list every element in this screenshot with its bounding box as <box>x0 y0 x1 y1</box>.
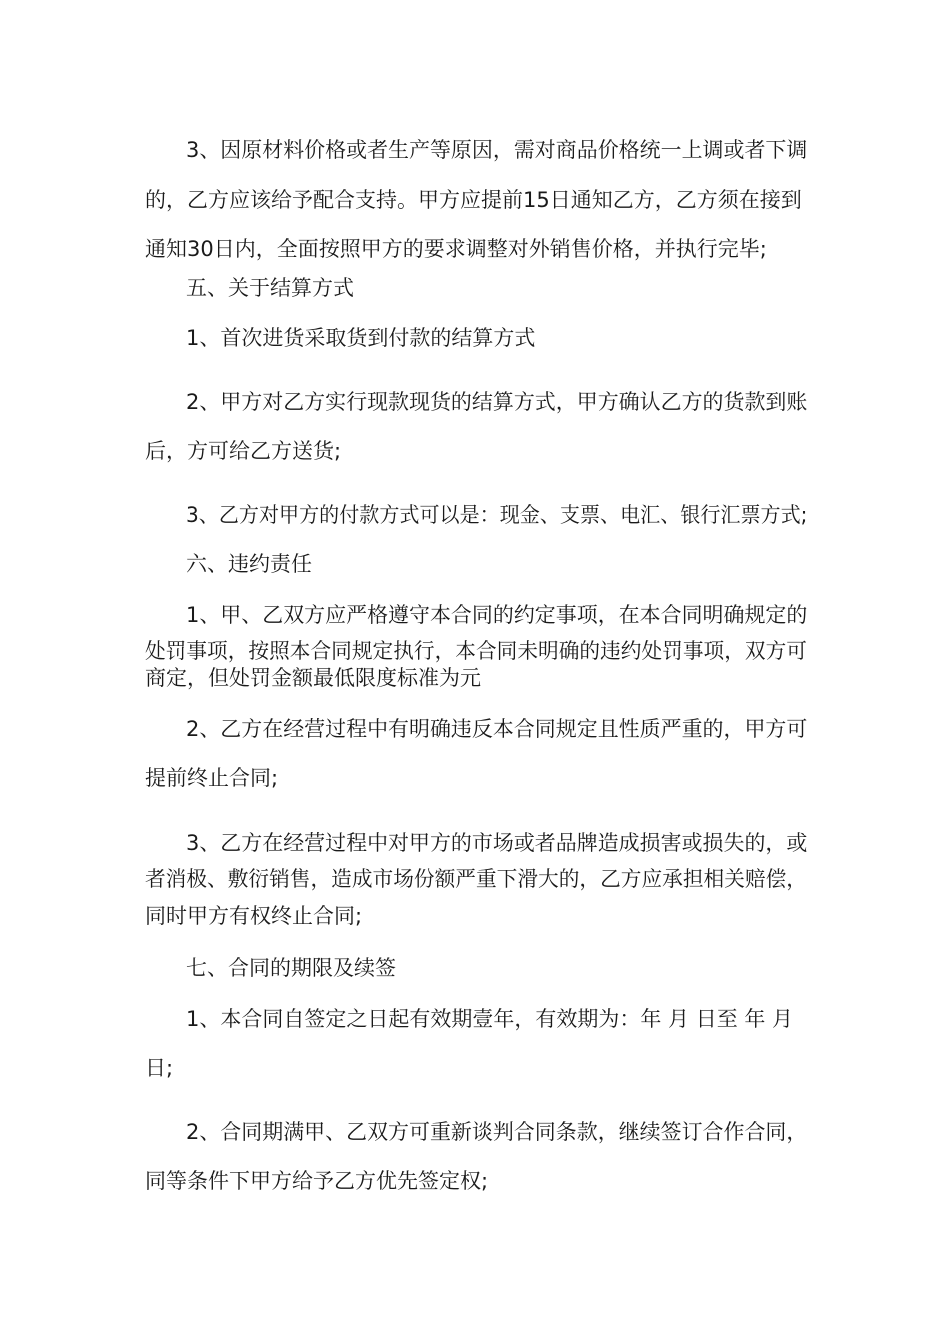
clause-7-2-line-1: 2、合同期满甲、乙双方可重新谈判合同条款，继续签订合作合同， <box>186 1120 808 1144</box>
clause-5-1: 1、首次进货采取货到付款的结算方式 <box>186 326 536 350</box>
clause-6-3-line-2: 者消极、敷衍销售，造成市场份额严重下滑大的，乙方应承担相关赔偿， <box>145 867 807 891</box>
section-heading-7: 七、合同的期限及续签 <box>186 956 396 980</box>
clause-7-2-line-2: 同等条件下甲方给予乙方优先签定权; <box>145 1169 489 1193</box>
clause-6-1-line-1: 1、甲、乙双方应严格遵守本合同的约定事项，在本合同明确规定的 <box>186 603 808 627</box>
clause-6-3-line-3: 同时甲方有权终止合同; <box>145 904 363 928</box>
clause-4-3-line-1: 3、因原材料价格或者生产等原因，需对商品价格统一上调或者下调 <box>186 138 808 162</box>
clause-5-2-line-1: 2、甲方对乙方实行现款现货的结算方式，甲方确认乙方的货款到账 <box>186 390 808 414</box>
clause-4-3-line-2: 的，乙方应该给予配合支持。甲方应提前15日通知乙方，乙方须在接到 <box>145 188 802 212</box>
section-heading-6: 六、违约责任 <box>186 552 312 576</box>
clause-6-1-line-2: 处罚事项，按照本合同规定执行，本合同未明确的违约处罚事项，双方可 <box>145 639 807 663</box>
clause-6-3-line-1: 3、乙方在经营过程中对甲方的市场或者品牌造成损害或损失的，或 <box>186 831 808 855</box>
clause-6-1-line-3: 商定，但处罚金额最低限度标准为元 <box>145 666 481 690</box>
clause-7-1-line-2: 日; <box>145 1056 174 1080</box>
clause-6-2-line-2: 提前终止合同; <box>145 766 279 790</box>
clause-7-1-line-1: 1、本合同自签定之日起有效期壹年，有效期为：年 月 日至 年 月 <box>186 1007 794 1031</box>
section-heading-5: 五、关于结算方式 <box>186 276 354 300</box>
clause-6-2-line-1: 2、乙方在经营过程中有明确违反本合同规定且性质严重的，甲方可 <box>186 717 808 741</box>
clause-5-3: 3、乙方对甲方的付款方式可以是：现金、支票、电汇、银行汇票方式; <box>186 503 808 527</box>
clause-4-3-line-3: 通知30日内，全面按照甲方的要求调整对外销售价格，并执行完毕; <box>145 237 767 261</box>
clause-5-2-line-2: 后，方可给乙方送货; <box>145 439 342 463</box>
